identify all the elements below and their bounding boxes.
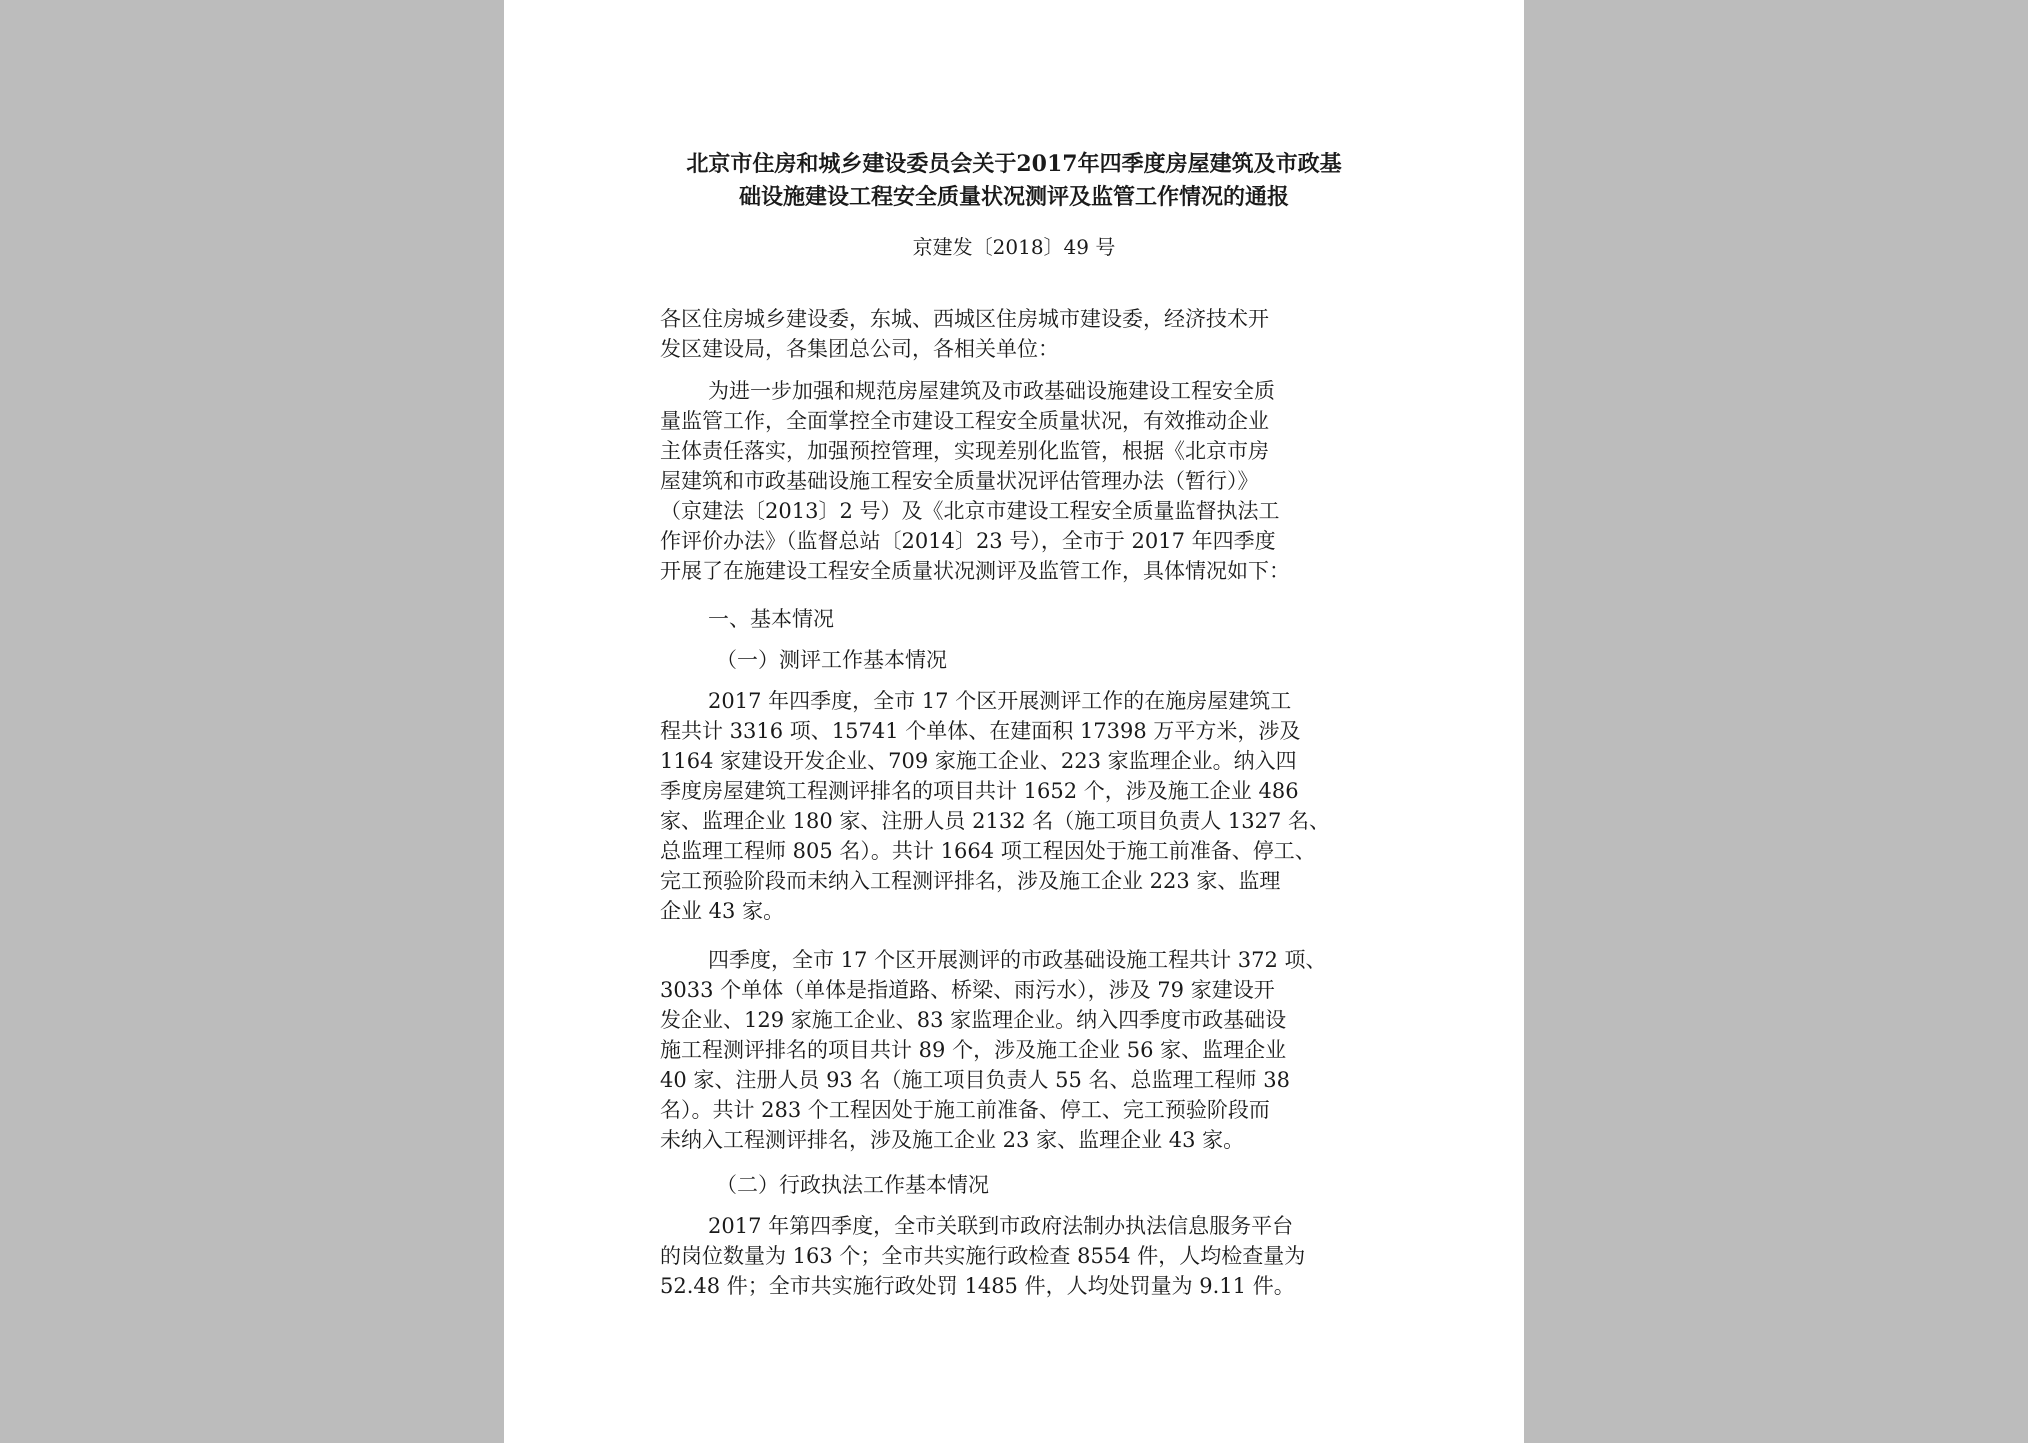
intro-paragraph-line: 量监管工作，全面掌控全市建设工程安全质量状况，有效推动企业: [660, 409, 1269, 433]
buildings-paragraph-line: 家、监理企业 180 家、注册人员 2132 名（施工项目负责人 1327 名、: [660, 809, 1331, 833]
buildings-paragraph-line: 2017 年四季度，全市 17 个区开展测评工作的在施房屋建筑工: [708, 689, 1292, 713]
municipal-paragraph-line: 四季度，全市 17 个区开展测评的市政基础设施工程共计 372 项、: [708, 948, 1327, 972]
enforcement-paragraph-line: 的岗位数量为 163 个；全市共实施行政检查 8554 件，人均检查量为: [660, 1244, 1306, 1268]
enforcement-paragraph-line: 52.48 件；全市共实施行政处罚 1485 件，人均处罚量为 9.11 件。: [660, 1274, 1295, 1298]
intro-paragraph-line: 开展了在施建设工程安全质量状况测评及监管工作，具体情况如下：: [660, 559, 1290, 583]
enforcement-paragraph-line: 2017 年第四季度，全市关联到市政府法制办执法信息服务平台: [708, 1214, 1294, 1238]
municipal-paragraph-line: 名）。共计 283 个工程因处于施工前准备、停工、完工预验阶段而: [660, 1098, 1270, 1122]
title-line: 础设施建设工程安全质量状况测评及监管工作情况的通报: [738, 184, 1289, 210]
municipal-paragraph-line: 40 家、注册人员 93 名（施工项目负责人 55 名、总监理工程师 38: [660, 1068, 1290, 1092]
buildings-paragraph-line: 程共计 3316 项、15741 个单体、在建面积 17398 万平方米，涉及: [660, 719, 1301, 743]
buildings-paragraph-line: 1164 家建设开发企业、709 家施工企业、223 家监理企业。纳入四: [660, 749, 1297, 773]
intro-paragraph-line: 屋建筑和市政基础设施工程安全质量状况评估管理办法（暂行）》: [660, 469, 1259, 493]
buildings-paragraph-line: 季度房屋建筑工程测评排名的项目共计 1652 个，涉及施工企业 486: [660, 779, 1299, 803]
buildings-paragraph-line: 企业 43 家。: [660, 899, 785, 923]
municipal-paragraph-line: 施工程测评排名的项目共计 89 个，涉及施工企业 56 家、监理企业: [660, 1038, 1287, 1062]
recipients-line: 发区建设局，各集团总公司，各相关单位：: [660, 337, 1059, 361]
buildings-paragraph-line: 总监理工程师 805 名）。共计 1664 项工程因处于施工前准备、停工、: [660, 839, 1316, 863]
municipal-paragraph-line: 未纳入工程测评排名，涉及施工企业 23 家、监理企业 43 家。: [660, 1128, 1245, 1152]
title-line: 北京市住房和城乡建设委员会关于2017年四季度房屋建筑及市政基: [686, 151, 1342, 177]
subsection-heading: （一）测评工作基本情况: [716, 648, 947, 672]
intro-paragraph-line: 主体责任落实，加强预控管理，实现差别化监管，根据《北京市房: [660, 439, 1269, 463]
recipients-line: 各区住房城乡建设委，东城、西城区住房城市建设委，经济技术开: [660, 307, 1269, 331]
buildings-paragraph-line: 完工预验阶段而未纳入工程测评排名，涉及施工企业 223 家、监理: [660, 869, 1281, 893]
document-page: [504, 0, 1524, 1443]
subsection-heading: （二）行政执法工作基本情况: [716, 1173, 989, 1197]
document-number: 京建发〔2018〕49 号: [912, 235, 1116, 259]
intro-paragraph-line: 为进一步加强和规范房屋建筑及市政基础设施建设工程安全质: [708, 379, 1275, 403]
section-heading: 一、基本情况: [708, 607, 834, 631]
municipal-paragraph-line: 3033 个单体（单体是指道路、桥梁、雨污水），涉及 79 家建设开: [660, 978, 1275, 1002]
intro-paragraph-line: 作评价办法》（监督总站〔2014〕23 号），全市于 2017 年四季度: [660, 529, 1276, 553]
intro-paragraph-line: （京建法〔2013〕2 号）及《北京市建设工程安全质量监督执法工: [660, 499, 1280, 523]
document-title: [544, 148, 1484, 214]
municipal-paragraph-line: 发企业、129 家施工企业、83 家监理企业。纳入四季度市政基础设: [660, 1008, 1287, 1032]
